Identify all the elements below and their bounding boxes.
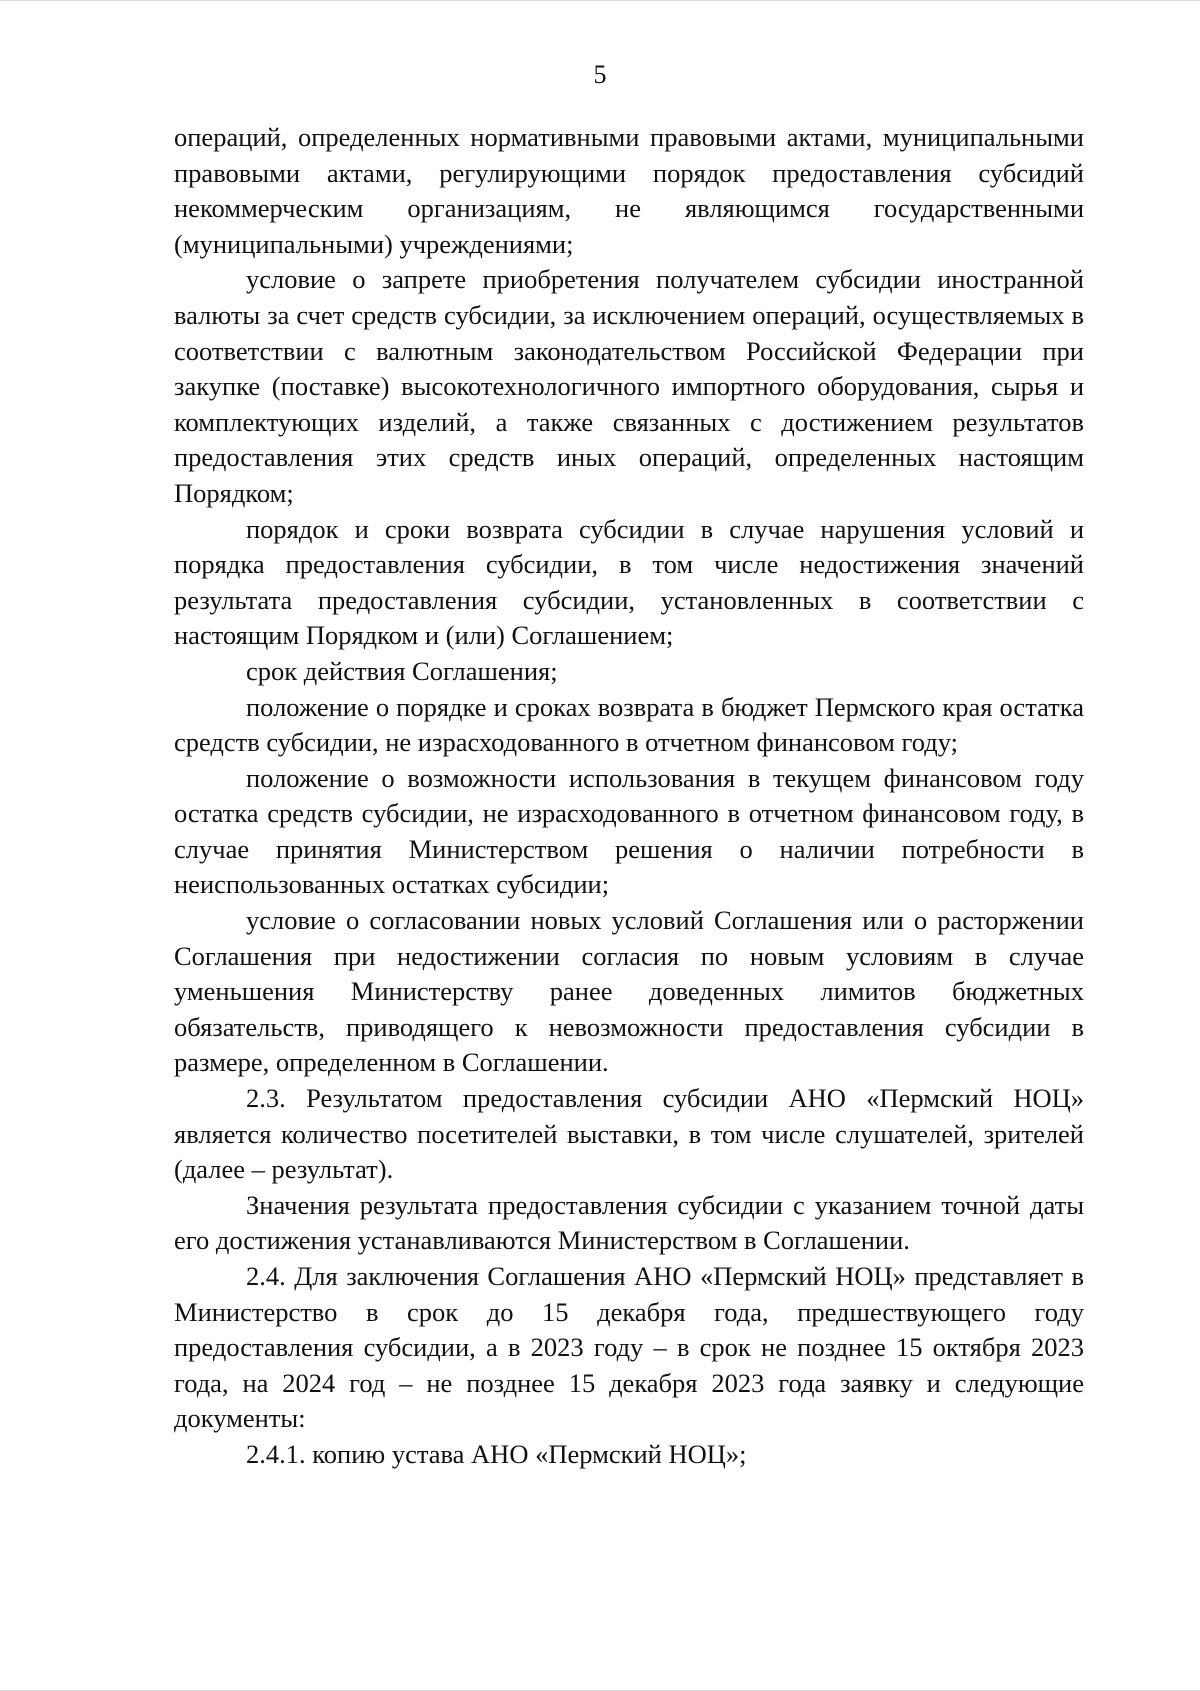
paragraph-budget-return: положение о порядке и сроках возврата в бюджет Пермского края остатка средств субсидии, не израсходованного в отчетном финансовом году; (174, 691, 1084, 758)
paragraph-agreement-term: срок действия Соглашения; (246, 655, 558, 686)
paragraph-section-2-4-1: 2.4.1. копию устава АНО «Пермский НОЦ»; (246, 1438, 747, 1469)
paragraph-currency-prohibition: условие о запрете приобретения получателем субсидии иностранной валюты за счет средств субсидии, за исключением операций, осуществляемых в соответствии с валютным законодательством Российской Федерации при закупке (поставке) высокотехнологичного импортного оборудования, сырья и комплектующих изделий, а также связанных с достижением результатов предоставления этих средств иных операций, определенных настоящим Порядком; (174, 264, 1084, 508)
paragraph-return-procedure: порядок и сроки возврата субсидии в случае нарушения условий и порядка предоставления субсидии, в том числе недостижения значений результата предоставления субсидии, установленных в соответствии с настоящим Порядком и (или) Соглашением; (174, 513, 1084, 651)
paragraph-new-conditions: условие о согласовании новых условий Соглашения или о расторжении Соглашения при недостижении согласия по новым условиям в случае уменьшения Министерству ранее доведенных лимитов бюджетных обязательств, приводящего к невозможности предоставления субсидии в размере, определенном в Соглашении. (174, 905, 1084, 1078)
scan-top-edge (0, 0, 1200, 1)
paragraph-operations-continued: операций, определенных нормативными правовыми актами, муниципальными правовыми актами, регулирующими порядок предоставления субсидий некоммерческим организациям, не являющимся государственными (муниципальными) учреждениями; (174, 122, 1084, 259)
paragraph-section-2-4: 2.4. Для заключения Соглашения АНО «Пермский НОЦ» представляет в Министерство в срок до 15 декабря года, предшествующего году предоставления субсидии, а в 2023 году – в срок не позднее 15 октября 2023 года, на 2024 год – не позднее 15 декабря 2023 года заявку и следующие документы: (174, 1261, 1084, 1434)
paragraph-section-2-3: 2.3. Результатом предоставления субсидии АНО «Пермский НОЦ» является количество посетителей выставки, в том числе слушателей, зрителей (далее – результат). (174, 1083, 1084, 1185)
paragraph-residual-use: положение о возможности использования в текущем финансовом году остатка средств субсидии, не израсходованного в отчетном финансовом году, в случае принятия Министерством решения о наличии потребности в неиспользованных остатках субсидии; (174, 762, 1084, 900)
document-body (174, 120, 1084, 1473)
paragraph-result-values: Значения результата предоставления субсидии с указанием точной даты его достижения устанавливаются Министерством в Соглашении. (174, 1189, 1084, 1256)
page-number: 5 (593, 60, 607, 89)
